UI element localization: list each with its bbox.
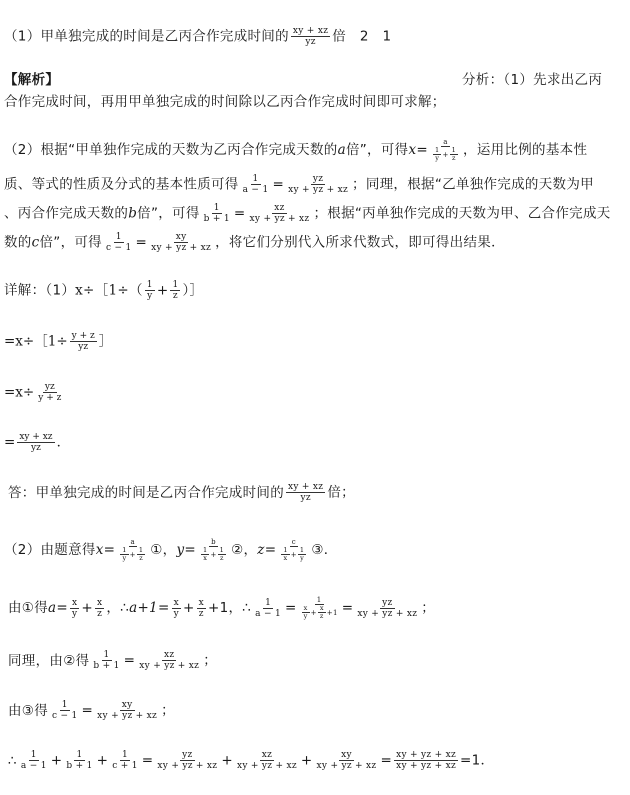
math-expr: x÷［1÷（ — [75, 282, 143, 299]
d — [278, 547, 309, 562]
plus: + — [129, 550, 136, 559]
fraction — [36, 382, 63, 403]
n: b — [211, 538, 216, 546]
plus: + — [221, 752, 233, 769]
d: x — [203, 554, 208, 562]
part-2-line-1 — [4, 538, 624, 562]
fraction-numerator: xy + xz — [292, 26, 329, 36]
part-2-line-2 — [4, 596, 624, 620]
circle-3: ③． — [311, 542, 338, 558]
fraction — [50, 700, 80, 721]
analysis-2-text: （2）根据“甲单独作完成的天数为乙丙合作完成天数的 — [4, 142, 338, 158]
plus: + — [50, 752, 63, 769]
d: xy + yz + xz — [396, 761, 457, 771]
n: xy + xz — [19, 432, 53, 442]
x-expression-fraction — [430, 138, 461, 162]
n: xy — [175, 232, 187, 242]
plus-one: +1 — [326, 608, 338, 617]
math-expr: y= — [176, 542, 197, 558]
part-2-text: ，∴ — [106, 600, 130, 616]
n: yz — [382, 597, 393, 608]
d: xy + yz + xz — [236, 761, 297, 771]
n: xz — [274, 203, 285, 213]
fraction — [172, 598, 181, 619]
inner — [137, 547, 145, 562]
var-x: x — [408, 142, 417, 158]
math-expr: =x÷ — [4, 384, 35, 401]
question-1-line — [4, 26, 624, 47]
n: 1 — [103, 650, 110, 660]
n: xz — [261, 750, 273, 760]
n: xy — [341, 750, 352, 760]
d: xy + yz + xz — [357, 608, 418, 619]
fraction — [286, 174, 350, 195]
fraction — [235, 750, 299, 771]
d: xy + yz + xz — [157, 761, 218, 771]
inner — [201, 547, 209, 562]
analysis-2-text: ，将它们分别代入所求代数式，即可得出结果． — [215, 234, 505, 251]
fraction — [253, 598, 283, 619]
d: xy + yz + xz — [316, 761, 377, 771]
d — [117, 547, 148, 562]
d: z — [219, 554, 224, 562]
analysis-2-text: 质、等式的性质及分式的基本性质可得 — [4, 176, 239, 193]
equals-sign: = — [285, 600, 297, 616]
circle-2: ②， — [231, 542, 258, 558]
part-2-text: 由①得 — [8, 600, 49, 616]
z-fraction — [278, 538, 309, 562]
n: 1 — [122, 546, 127, 554]
plus: + — [442, 150, 449, 159]
detail-label: 详解：（1） — [4, 282, 76, 299]
compound-fraction — [299, 596, 340, 620]
y-fraction — [198, 538, 229, 562]
equals-sign: = — [380, 752, 393, 769]
fraction — [286, 482, 325, 503]
n: 1 — [435, 146, 440, 154]
part-2-line-4 — [4, 700, 624, 721]
equals-sign: = — [123, 652, 136, 669]
analysis-2-text: ，运用比例的基本性 — [463, 142, 588, 158]
d: z — [172, 291, 178, 301]
plus: + — [96, 752, 109, 769]
fraction — [104, 232, 134, 253]
n: xz — [164, 650, 175, 660]
fraction — [394, 750, 458, 771]
d: b + 1 — [93, 661, 120, 671]
n: 1 — [299, 546, 305, 554]
d: a − 1 — [255, 608, 282, 619]
part-2-text: ； — [421, 600, 436, 616]
equals-sign: = — [272, 176, 285, 193]
d: z — [451, 154, 456, 162]
n: 1 — [283, 546, 288, 554]
inner-fraction — [433, 147, 441, 162]
fraction — [91, 650, 121, 671]
math-expr: a= — [48, 600, 68, 616]
fraction — [95, 700, 159, 721]
fraction — [197, 598, 206, 619]
inner — [318, 605, 326, 620]
n: x — [97, 597, 103, 608]
fraction — [145, 280, 155, 301]
n: xy — [121, 700, 133, 710]
inner — [218, 547, 226, 562]
detail-line-3 — [4, 382, 624, 403]
part-2-text: +1，∴ — [207, 600, 252, 616]
part-2-text: 同理，由②得 — [8, 652, 90, 669]
n: xy + xz — [288, 482, 324, 492]
analysis-2-text: ；同理，根据“乙单独作完成的天数为甲 — [352, 176, 594, 193]
d: xy + yz + xz — [151, 243, 212, 253]
d: z — [139, 554, 143, 562]
fraction — [170, 280, 180, 301]
n: x — [173, 597, 179, 608]
analysis-2-text: ；根据“丙单独作完成的天数为甲、乙合作完成天 — [313, 205, 611, 222]
inner — [302, 605, 310, 620]
n: 1 — [115, 232, 122, 242]
analysis-line-2: 合作完成时间，再用甲单独完成的时间除以乙丙合作完成时间即可求解； — [4, 94, 446, 110]
fraction-denominator: yz — [305, 37, 316, 47]
math-expr: ］ — [98, 333, 113, 350]
var-a: a — [337, 142, 346, 158]
equals-sign: = — [233, 205, 246, 222]
var-b: b — [128, 205, 138, 222]
answer-line — [4, 482, 624, 503]
math-expr: a+1= — [129, 600, 170, 616]
plus: + — [300, 752, 313, 769]
d: yz — [78, 342, 89, 352]
part-2-text: （2）由题意得 — [4, 542, 96, 558]
fraction — [110, 750, 140, 771]
inner — [281, 547, 289, 562]
plus: + — [81, 600, 93, 616]
fraction — [315, 750, 379, 771]
math-expr: ． — [56, 434, 71, 451]
fraction — [17, 432, 54, 453]
d: b + 1 — [203, 214, 230, 224]
d: yz — [31, 443, 41, 453]
n: x — [71, 597, 78, 608]
section-label: 【解析】 — [4, 72, 60, 88]
fraction — [70, 331, 97, 352]
n: 1 — [265, 597, 272, 608]
d: xy + yz + xz — [139, 661, 200, 671]
n: 1 — [172, 280, 179, 290]
var-c: c — [31, 234, 40, 251]
n: 1 — [138, 546, 144, 554]
d: y — [173, 608, 179, 619]
fraction-denominator — [430, 147, 461, 162]
fraction — [95, 598, 104, 619]
fraction — [137, 650, 201, 671]
d: xy + yz + xz — [97, 711, 158, 721]
inner — [298, 547, 306, 562]
question-1-prefix: （1）甲单独完成的时间是乙丙合作完成时间的 — [4, 28, 289, 45]
circle-1: ①， — [150, 542, 177, 558]
part-2-line-3 — [4, 650, 624, 671]
n: 1 — [213, 203, 220, 213]
equals-sign: = — [141, 752, 154, 769]
n: yz — [182, 750, 193, 760]
n: 1 — [252, 174, 259, 184]
inner-fraction — [450, 147, 458, 162]
analysis-start: 分析：（1）先求出乙丙 — [462, 72, 603, 88]
fraction — [19, 750, 49, 771]
x-fraction — [117, 538, 148, 562]
n: 1 — [122, 750, 129, 760]
plus: + — [210, 550, 217, 559]
fraction — [248, 203, 312, 224]
d: xy + yz + xz — [288, 185, 349, 195]
part-2-text: ； — [161, 702, 175, 719]
analysis-2-line-4 — [4, 232, 624, 253]
math-expr: = — [4, 434, 16, 451]
n: 1 — [451, 146, 457, 154]
equals-sign: = — [416, 142, 428, 158]
d: c − 1 — [52, 711, 78, 721]
math-expr: z= — [257, 542, 277, 558]
therefore: ∴ — [8, 752, 17, 769]
n: 1 — [30, 750, 37, 760]
n: 1 — [76, 750, 83, 760]
analysis-2-text: 倍”，可得 — [39, 234, 102, 251]
n: 1 — [219, 546, 225, 554]
n: c — [291, 538, 296, 546]
analysis-2-line-1 — [4, 138, 624, 162]
math-expr: ）］ — [182, 282, 204, 299]
math-expr: x= — [95, 542, 116, 558]
inner — [120, 547, 128, 562]
n: yz — [44, 382, 55, 392]
equals-sign: = — [135, 234, 148, 251]
d: y — [71, 608, 78, 619]
d: c − 1 — [105, 243, 132, 253]
d — [299, 605, 340, 620]
n: y + z — [71, 331, 95, 341]
d: y — [303, 612, 308, 620]
detail-line-4 — [4, 432, 624, 453]
analysis-2-line-3 — [4, 203, 624, 224]
fraction-numerator: a — [443, 138, 448, 146]
math-expr: =x÷［1÷ — [4, 333, 68, 350]
n: x — [319, 604, 324, 612]
d: a − 1 — [20, 761, 47, 771]
d — [198, 547, 229, 562]
d: y — [300, 554, 305, 562]
fraction — [70, 598, 79, 619]
fraction — [355, 598, 419, 619]
fraction — [202, 203, 232, 224]
fraction — [155, 750, 219, 771]
d: x — [283, 554, 288, 562]
equals-sign: = — [81, 702, 94, 719]
n: 1 — [203, 546, 208, 554]
d: z — [97, 608, 103, 619]
n: x — [198, 597, 204, 608]
n: a — [130, 538, 135, 546]
n: x — [303, 604, 308, 612]
d: y — [122, 554, 127, 562]
part-2-text: 由③得 — [8, 702, 49, 719]
question-1-suffix: 倍 2 1 — [332, 28, 392, 45]
analysis-2-text: 数的 — [4, 234, 32, 251]
n: yz — [312, 174, 324, 184]
d: z — [319, 612, 324, 620]
fraction — [241, 174, 271, 195]
detail-line-2 — [4, 331, 624, 352]
fraction — [149, 232, 213, 253]
n: 1 — [316, 596, 322, 604]
ratio-fraction — [291, 26, 330, 47]
analysis-header-line — [4, 70, 624, 90]
d: a − 1 — [242, 185, 269, 195]
fraction — [64, 750, 94, 771]
d: y — [435, 154, 440, 162]
n: xy + yz + xz — [396, 750, 457, 760]
n: 1 — [146, 280, 153, 290]
d: c + 1 — [112, 761, 138, 771]
answer-text: 答：甲单独完成的时间是乙丙合作完成时间的 — [8, 484, 284, 501]
plus: + — [290, 550, 297, 559]
plus: + — [182, 600, 195, 616]
part-2-line-5 — [4, 750, 624, 771]
plus: + — [310, 608, 317, 617]
d: z — [198, 608, 204, 619]
analysis-2-text: 倍”，可得 — [137, 205, 200, 222]
d: xy + yz + xz — [249, 214, 310, 224]
d: y — [147, 291, 153, 301]
d: b + 1 — [66, 761, 93, 771]
part-2-text: =1． — [460, 752, 495, 769]
equals-sign: = — [341, 600, 354, 616]
d: y + z — [38, 393, 62, 403]
analysis-2-line-2 — [4, 174, 624, 195]
d: yz — [300, 493, 311, 503]
detail-line-1 — [4, 280, 624, 301]
part-2-text: ； — [203, 652, 218, 669]
plus: + — [156, 282, 169, 299]
n: 1 — [61, 700, 68, 710]
analysis-2-text: 倍”，可得 — [345, 142, 409, 158]
answer-text: 倍； — [327, 484, 355, 501]
analysis-2-text: 、丙合作完成天数的 — [4, 205, 129, 222]
